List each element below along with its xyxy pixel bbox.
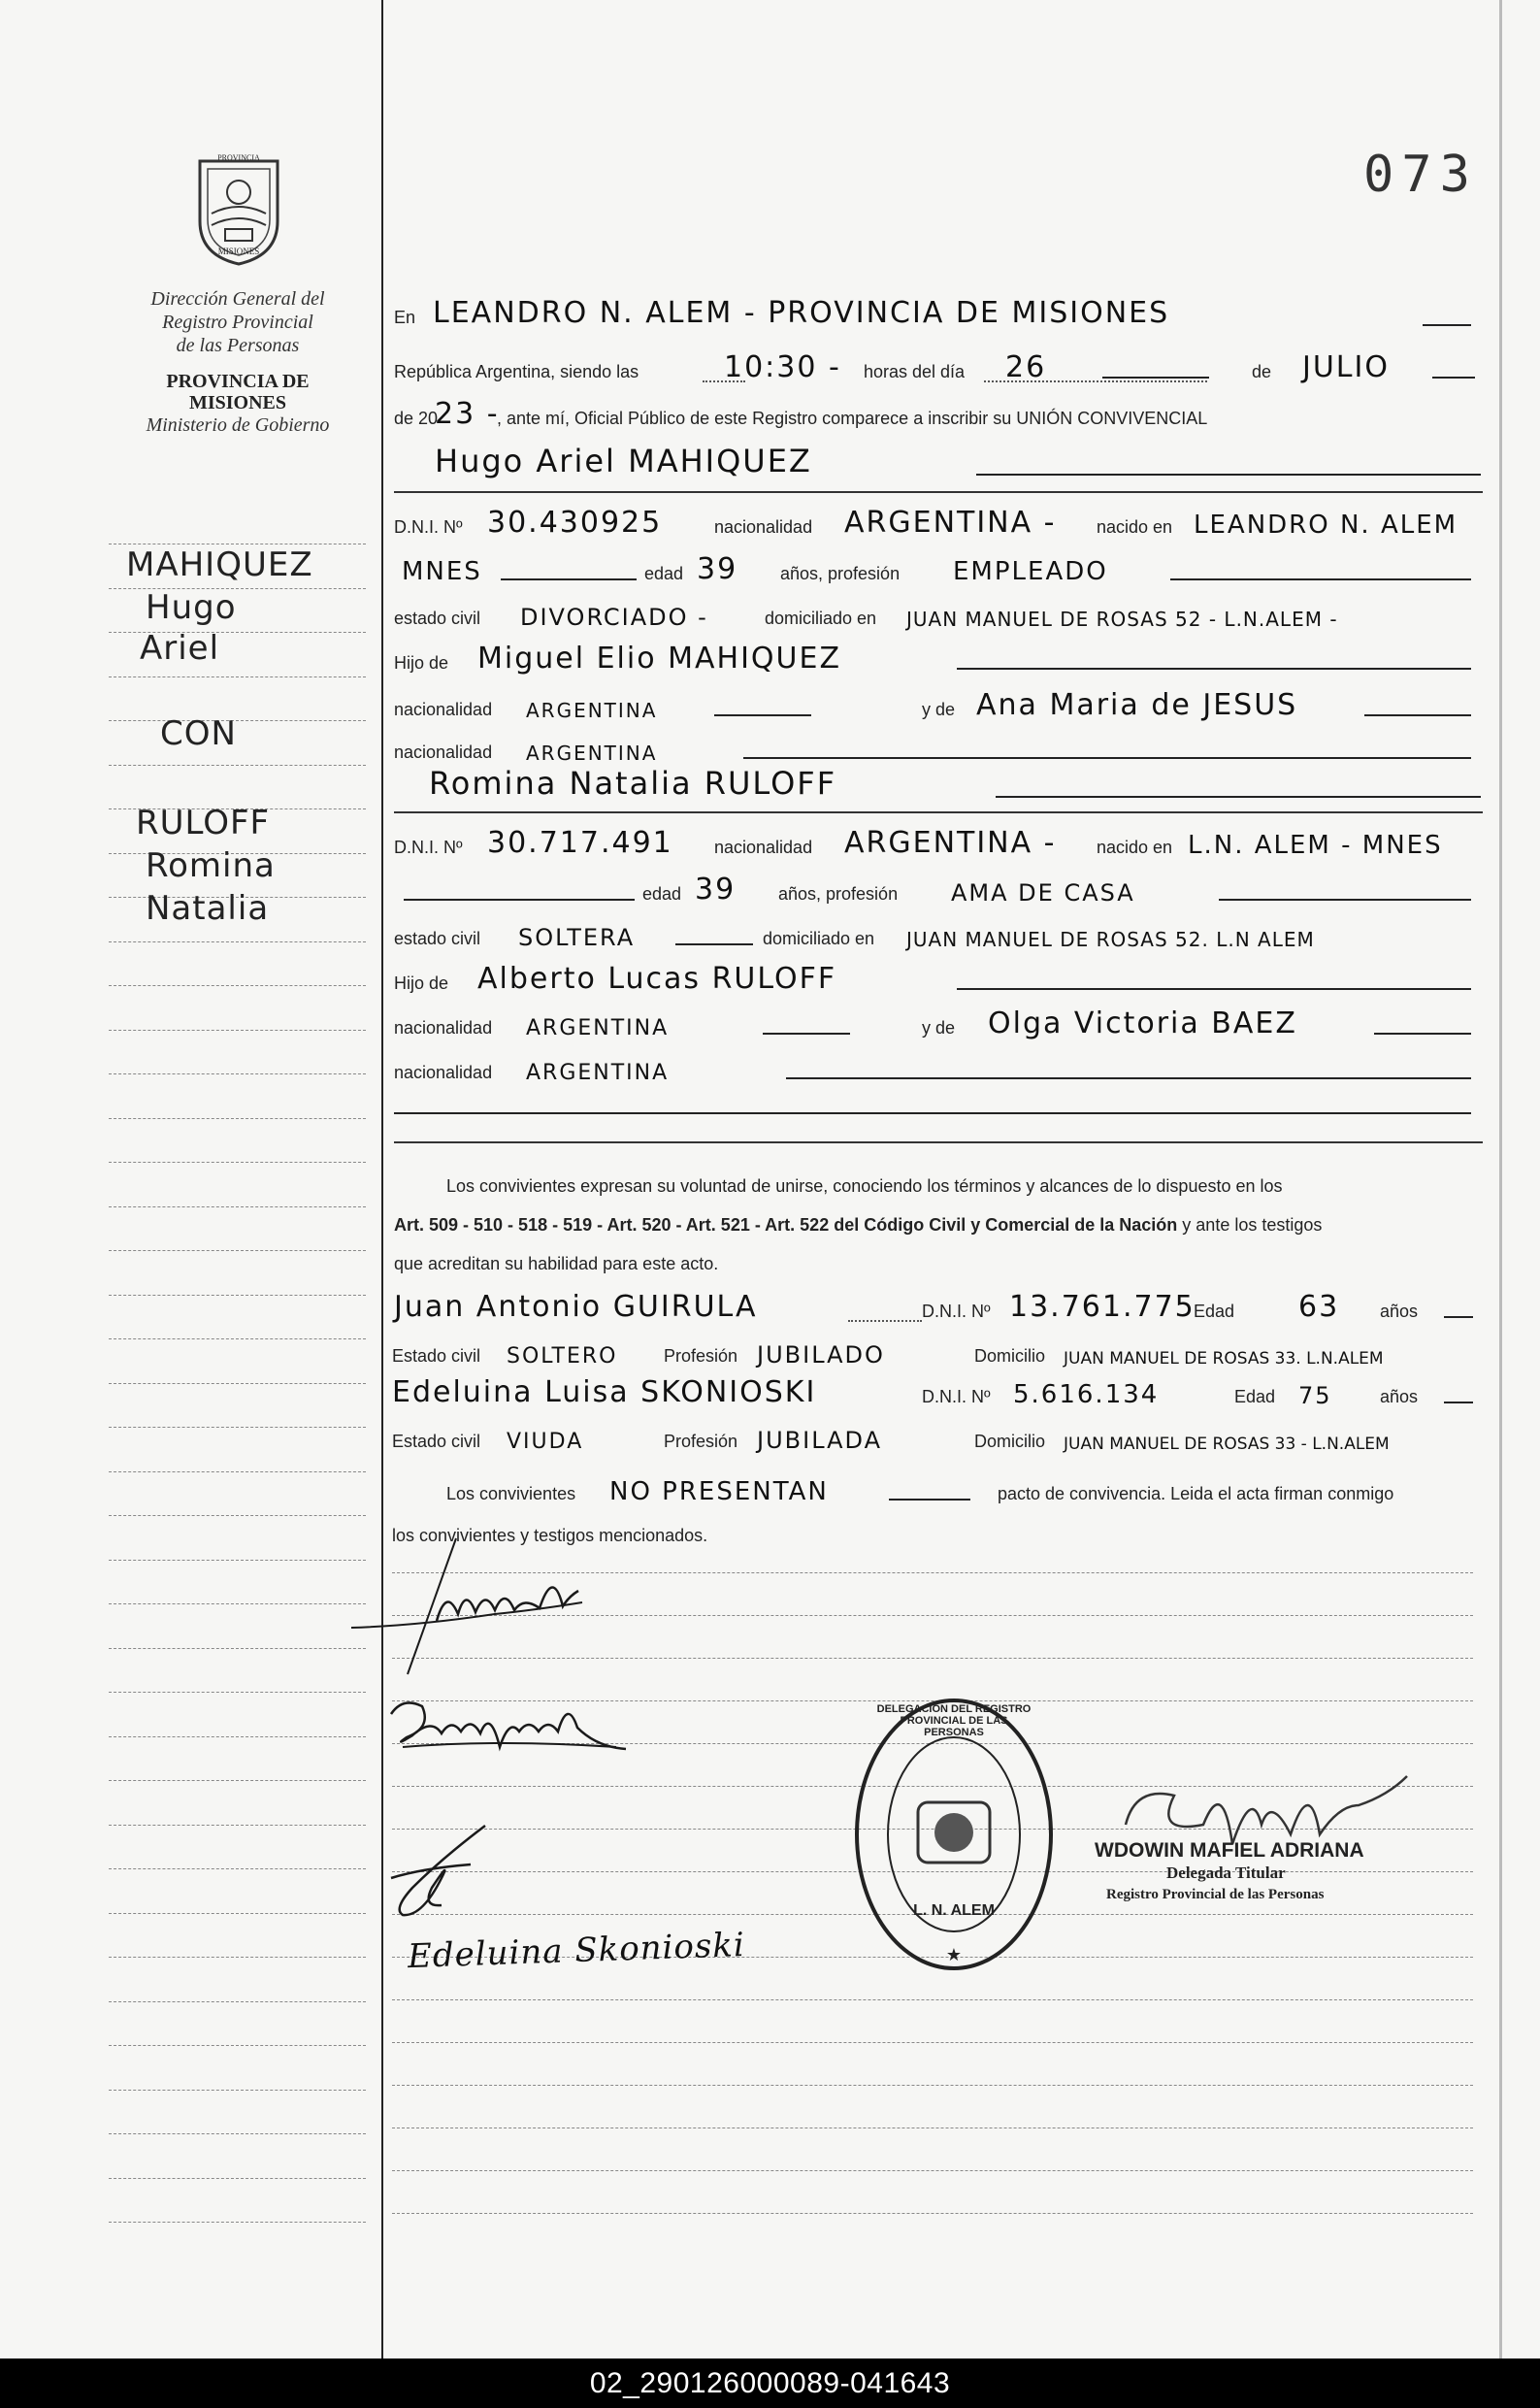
province-line-1: PROVINCIA DE	[166, 371, 310, 392]
party1-civil-status: DIVORCIADO -	[520, 604, 708, 631]
republic-label: República Argentina, siendo las	[394, 362, 639, 381]
margin-ruled-line	[109, 2133, 366, 2134]
margin-ruled-line	[109, 2045, 366, 2046]
witness1-name: Juan Antonio GUIRULA	[394, 1290, 758, 1324]
party1-profession: EMPLEADO	[953, 557, 1108, 586]
margin-note-name1a: Hugo	[146, 588, 237, 627]
declaration-articles: Art. 509 - 510 - 518 - 519 - Art. 520 - Art. 521 - Art. 522 del Código Civil y Comercial de la Nación	[394, 1215, 1178, 1235]
years-label-2: años, profesión	[778, 884, 899, 904]
witness1-domicile: JUAN MANUEL DE ROSAS 33. L.N.ALEM	[1064, 1349, 1384, 1369]
de-label: de	[1252, 362, 1272, 381]
seal-text-bottom: MISIONES	[217, 247, 260, 256]
party2-mother-nat-line	[394, 1050, 1473, 1089]
party1-name-line	[394, 445, 1473, 483]
witness2-civil-label: Estado civil	[392, 1432, 481, 1451]
nationality-label: nacionalidad	[714, 517, 813, 537]
margin-ruled-line	[109, 941, 366, 942]
born-label-2: nacido en	[1097, 838, 1173, 857]
official-stamp	[852, 1694, 1056, 1975]
stamp-bottom-text: L. N. ALEM	[913, 1902, 995, 1919]
party1-mother-line	[394, 687, 1473, 726]
party2-born-in: L.N. ALEM - MNES	[1188, 831, 1443, 860]
margin-ruled-line	[109, 1560, 366, 1561]
act-place: LEANDRO N. ALEM - PROVINCIA DE MISIONES	[433, 296, 1170, 330]
party2-father-line	[394, 961, 1473, 1000]
province-seal-icon	[190, 153, 287, 268]
margin-note-surname2: RULOFF	[136, 804, 271, 842]
signature-4-text: Edeluina Skonioski	[407, 1925, 746, 1977]
nationality-label-2: nacionalidad	[714, 838, 813, 857]
party2-father-nationality: ARGENTINA	[526, 1016, 670, 1040]
born-label: nacido en	[1097, 517, 1173, 537]
office-line-2: Registro Provincial	[162, 312, 313, 333]
witness1-line	[392, 1289, 1471, 1328]
office-line-1: Dirección General del	[150, 288, 325, 310]
party1-age: 39	[697, 552, 738, 586]
margin-ruled-line	[109, 1515, 366, 1516]
margin-ruled-line	[109, 1383, 366, 1384]
official-title: Delegada Titular	[1166, 1864, 1286, 1882]
official-name: WDOWIN MAFIEL ADRIANA	[1095, 1839, 1364, 1862]
closing-pre: Los convivientes	[446, 1484, 576, 1503]
margin-note-con: CON	[160, 714, 237, 753]
margin-note-name1b: Ariel	[140, 629, 220, 668]
margin-ruled-line	[109, 1295, 366, 1296]
body-ruled-line	[392, 2085, 1473, 2086]
party2-civil-status: SOLTERA	[518, 924, 636, 951]
party2-age: 39	[695, 873, 737, 907]
declaration-line-3: que acreditan su habilidad para este acto.	[394, 1254, 719, 1273]
right-edge-line	[1499, 0, 1502, 2359]
party1-mother: Ana Maria de JESUS	[976, 688, 1298, 722]
act-time: 10:30 -	[724, 350, 841, 384]
party1-dni: 30.430925	[487, 506, 663, 540]
signature-1-icon	[349, 1529, 602, 1694]
margin-ruled-line	[109, 2222, 366, 2223]
party2-dni: 30.717.491	[487, 826, 673, 860]
province-line-2: MISIONES	[188, 392, 287, 413]
act-year-suffix: 23 -	[435, 397, 500, 431]
body-ruled-line	[392, 2042, 1473, 2043]
margin-ruled-line	[109, 1692, 366, 1693]
party1-father-nationality: ARGENTINA	[526, 699, 658, 722]
margin-ruled-line	[109, 1338, 366, 1339]
witness2-profession: JUBILADA	[757, 1427, 883, 1454]
party2-domicile: JUAN MANUEL DE ROSAS 52. L.N ALEM	[906, 928, 1315, 951]
witness2-name: Edeluina Luisa SKONIOSKI	[392, 1375, 817, 1409]
body-ruled-line	[392, 2170, 1473, 2171]
civil-label-2: estado civil	[394, 929, 481, 948]
party1-mother-nationality: ARGENTINA	[526, 742, 658, 765]
party1-born-in-cont: MNES	[402, 557, 482, 586]
party1-domicile: JUAN MANUEL DE ROSAS 52 - L.N.ALEM -	[906, 608, 1338, 631]
margin-ruled-line	[109, 765, 366, 766]
declaration-line-2-rest: y ante los testigos	[1177, 1215, 1323, 1235]
father-nat-label-2: nacionalidad	[394, 1018, 493, 1038]
party2-mother-line	[394, 1006, 1473, 1044]
act-year-line	[394, 396, 1473, 435]
witness1-domicile-label: Domicilio	[974, 1346, 1046, 1366]
declaration-line-2	[394, 1205, 1471, 1244]
party1-age-line	[394, 551, 1473, 590]
years-label: años, profesión	[780, 564, 901, 583]
witness2-domicile: JUAN MANUEL DE ROSAS 33 - L.N.ALEM	[1064, 1435, 1390, 1454]
witness2-detail-line	[392, 1419, 1471, 1458]
hours-label: horas del día	[864, 362, 966, 381]
witness2-age: 75	[1298, 1382, 1332, 1409]
party2-father: Alberto Lucas RULOFF	[477, 962, 837, 996]
mother-nat-label: nacionalidad	[394, 742, 493, 762]
witness2-domicile-label: Domicilio	[974, 1432, 1046, 1451]
witness1-civil-label: Estado civil	[392, 1346, 481, 1366]
dni-label: D.N.I. Nº	[394, 517, 463, 537]
closing-value: NO PRESENTAN	[609, 1477, 829, 1506]
party2-civil-line	[394, 916, 1473, 955]
left-margin-line	[381, 0, 383, 2359]
age-label-2: edad	[642, 884, 682, 904]
party1-father-line	[394, 641, 1473, 679]
witness1-age: 63	[1298, 1290, 1340, 1324]
ministry-label: Ministerio de Gobierno	[146, 414, 330, 436]
margin-ruled-line	[109, 1780, 366, 1781]
party2-mother-nationality: ARGENTINA	[526, 1061, 670, 1085]
document-id-footer: 02_290126000089-041643	[0, 2359, 1540, 2408]
closing-post: pacto de convivencia. Leida el acta firman conmigo	[998, 1484, 1394, 1503]
and-label-2: y de	[922, 1018, 956, 1038]
act-place-line	[394, 295, 1473, 334]
signature-2-icon	[383, 1689, 636, 1766]
seal-text-top: PROVINCIA	[217, 153, 260, 162]
mother-nat-label-2: nacionalidad	[394, 1063, 493, 1082]
act-month: JULIO	[1302, 350, 1390, 384]
margin-ruled-line	[109, 1913, 366, 1914]
witness2-civil-status: VIUDA	[507, 1430, 584, 1454]
margin-ruled-line	[109, 1471, 366, 1472]
stamp-ring-text: DELEGACION DEL REGISTRO PROVINCIAL DE LAS PERSONAS	[876, 1703, 1032, 1738]
party2-name: Romina Natalia RULOFF	[429, 765, 837, 802]
domicile-label: domiciliado en	[765, 609, 877, 628]
party1-mother-nat-line	[394, 730, 1473, 769]
official-office: Registro Provincial de las Personas	[1106, 1887, 1325, 1902]
office-header	[116, 287, 359, 437]
father-nat-label: nacionalidad	[394, 700, 493, 719]
age-label: edad	[644, 564, 684, 583]
party2-age-line	[394, 872, 1473, 910]
witness2-age-label: Edad	[1234, 1387, 1276, 1406]
witness1-dni-label: D.N.I. Nº	[922, 1302, 991, 1321]
margin-note-surname1: MAHIQUEZ	[126, 545, 313, 584]
margin-ruled-line	[109, 1957, 366, 1958]
margin-ruled-line	[109, 1206, 366, 1207]
dni-label-2: D.N.I. Nº	[394, 838, 463, 857]
witness2-years-label: años	[1380, 1387, 1419, 1406]
margin-ruled-line	[109, 1162, 366, 1163]
margin-note-name2b: Natalia	[146, 889, 270, 928]
svg-text:★: ★	[945, 1945, 963, 1964]
witness1-profession: JUBILADO	[757, 1341, 885, 1369]
margin-ruled-line	[109, 1825, 366, 1826]
civil-label: estado civil	[394, 609, 481, 628]
margin-ruled-line	[109, 1073, 366, 1074]
witness2-dni: 5.616.134	[1013, 1380, 1160, 1409]
party2-mother: Olga Victoria BAEZ	[988, 1006, 1297, 1040]
margin-ruled-line	[109, 1250, 366, 1251]
witness2-line	[392, 1374, 1471, 1413]
year-label: de 20	[394, 409, 439, 428]
and-label: y de	[922, 700, 956, 719]
witness1-detail-line	[392, 1334, 1471, 1372]
margin-ruled-line	[109, 2090, 366, 2091]
son-label-2: Hijo de	[394, 973, 449, 993]
closing-line	[394, 1471, 1473, 1510]
party1-dni-line	[394, 505, 1473, 544]
margin-ruled-line	[109, 1648, 366, 1649]
party2-profession: AMA DE CASA	[951, 879, 1135, 907]
witness1-dni: 13.761.775	[1009, 1290, 1196, 1324]
son-label: Hijo de	[394, 653, 449, 673]
witness1-civil-status: SOLTERO	[507, 1344, 618, 1369]
margin-ruled-line	[109, 1868, 366, 1869]
party2-nationality: ARGENTINA -	[844, 826, 1057, 860]
witness1-profession-label: Profesión	[664, 1346, 738, 1366]
page-number: 073	[1363, 146, 1478, 204]
party2-dni-line	[394, 825, 1473, 864]
act-date-line	[394, 349, 1473, 388]
margin-ruled-line	[109, 1736, 366, 1737]
party1-name: Hugo Ariel MAHIQUEZ	[435, 443, 812, 479]
margin-ruled-line	[109, 720, 366, 721]
margin-ruled-line	[109, 985, 366, 986]
witness1-age-label: Edad	[1194, 1302, 1235, 1321]
body-ruled-line	[392, 2213, 1473, 2214]
margin-ruled-line	[109, 676, 366, 677]
margin-ruled-line	[109, 1603, 366, 1604]
witness2-dni-label: D.N.I. Nº	[922, 1387, 991, 1406]
witness1-years-label: años	[1380, 1302, 1419, 1321]
signature-3-icon	[383, 1820, 500, 1927]
domicile-label-2: domiciliado en	[763, 929, 875, 948]
party1-civil-line	[394, 596, 1473, 635]
party2-name-line	[394, 767, 1473, 806]
body-ruled-line	[392, 1999, 1473, 2000]
closing-line-2: los convivientes y testigos mencionados.	[392, 1526, 708, 1545]
act-day: 26	[1005, 350, 1047, 384]
office-line-3: de las Personas	[176, 335, 300, 356]
margin-ruled-line	[109, 1030, 366, 1031]
margin-ruled-line	[109, 1118, 366, 1119]
margin-ruled-line	[109, 2178, 366, 2179]
witness2-profession-label: Profesión	[664, 1432, 738, 1451]
declaration-line-1: Los convivientes expresan su voluntad de unirse, conociendo los términos y alcances de lo dispuesto en los	[446, 1176, 1283, 1196]
margin-note-name2a: Romina	[146, 846, 276, 885]
ante-label: , ante mí, Oficial Público de este Registro comparece a inscribir su UNIÓN CONVIVENCIAL	[497, 409, 1208, 428]
margin-ruled-line	[109, 1427, 366, 1428]
margin-ruled-line	[109, 2001, 366, 2002]
party1-nationality: ARGENTINA -	[844, 506, 1057, 540]
party1-father: Miguel Elio MAHIQUEZ	[477, 642, 842, 676]
en-label: En	[394, 308, 416, 327]
party1-born-in: LEANDRO N. ALEM	[1194, 511, 1458, 540]
